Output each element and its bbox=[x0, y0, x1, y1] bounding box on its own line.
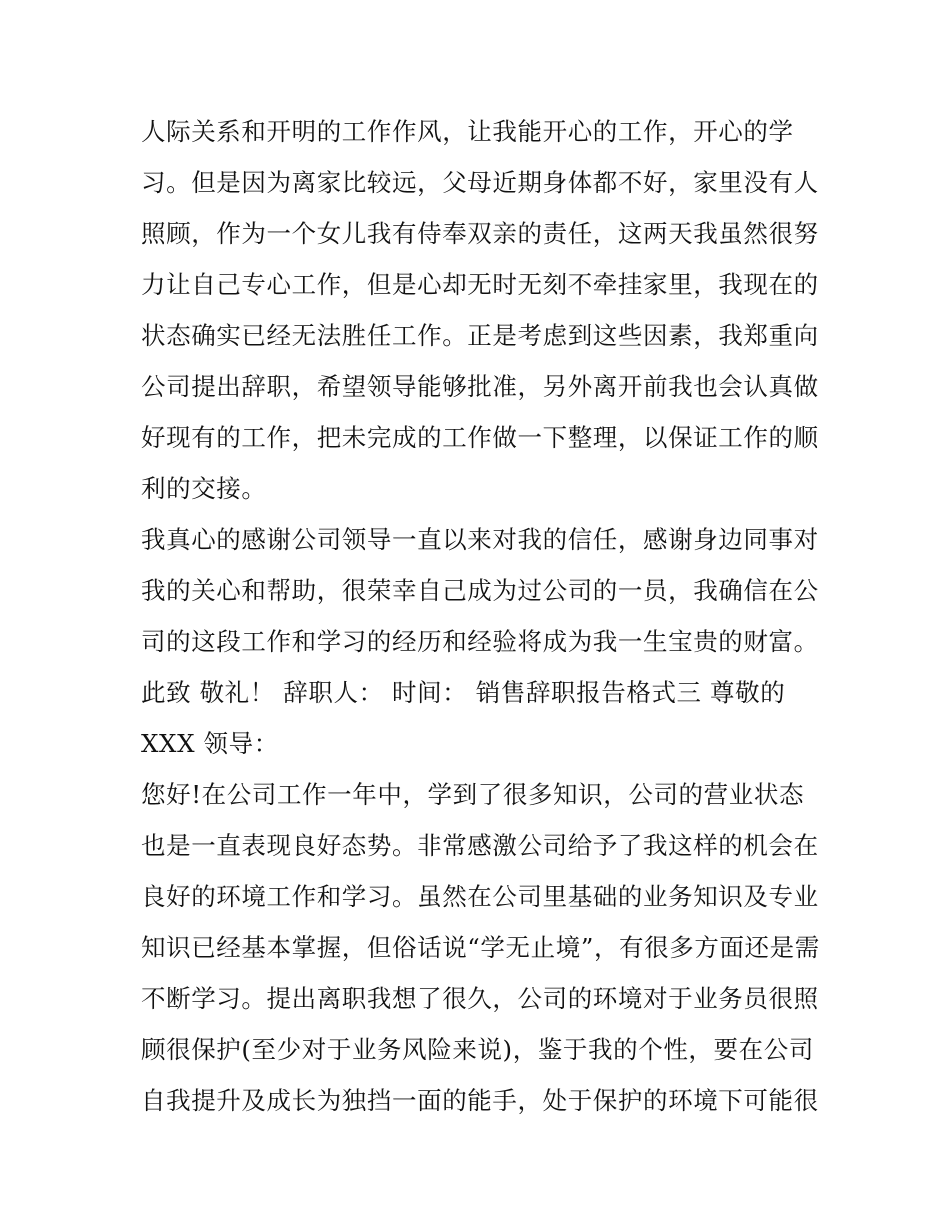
text-line: 力让自己专心工作，但是心却无时无刻不牵挂家里，我现在的 bbox=[141, 270, 819, 299]
text-line: 知识已经基本掌握，但俗话说“学无止境”，有很多方面还是需 bbox=[141, 933, 820, 962]
text-line: 习。但是因为离家比较远，父母近期身体都不好，家里没有人 bbox=[141, 168, 819, 197]
text-line: 公司提出辞职，希望领导能够批准，另外离开前我也会认真做 bbox=[141, 372, 819, 401]
closing-line: 此致 敬礼！ 辞职人： 时间： 销售辞职报告格式三 尊敬的 bbox=[141, 678, 786, 707]
text-line: 自我提升及成长为独挡一面的能手，处于保护的环境下可能很 bbox=[141, 1086, 819, 1115]
text-line: 司的这段工作和学习的经历和经验将成为我一生宝贵的财富。 bbox=[141, 627, 819, 656]
text-line: 照顾，作为一个女儿我有侍奉双亲的责任，这两天我虽然很努 bbox=[141, 219, 819, 248]
text-line: 利的交接。 bbox=[141, 474, 267, 503]
text-line: 好现有的工作，把未完成的工作做一下整理，以保证工作的顺 bbox=[141, 423, 819, 452]
text-line: 顾很保护(至少对于业务风险来说)，鉴于我的个性，要在公司 bbox=[141, 1035, 814, 1064]
text-line: 我真心的感谢公司领导一直以来对我的信任，感谢身边同事对 bbox=[141, 525, 819, 554]
text-line: 状态确实已经无法胜任工作。正是考虑到这些因素，我郑重向 bbox=[141, 321, 819, 350]
salutation-line: XXX 领导： bbox=[141, 729, 279, 758]
text-line: 良好的环境工作和学习。虽然在公司里基础的业务知识及专业 bbox=[141, 882, 819, 911]
text-line: 我的关心和帮助，很荣幸自己成为过公司的一员，我确信在公 bbox=[141, 576, 819, 605]
text-line: 人际关系和开明的工作作风，让我能开心的工作，开心的学 bbox=[141, 117, 794, 146]
text-line: 不断学习。提出离职我想了很久，公司的环境对于业务员很照 bbox=[141, 984, 819, 1013]
body-text bbox=[141, 106, 821, 1126]
text-line: 您好!在公司工作一年中，学到了很多知识，公司的营业状态 bbox=[141, 780, 805, 809]
text-line: 也是一直表现良好态势。非常感激公司给予了我这样的机会在 bbox=[141, 831, 819, 860]
